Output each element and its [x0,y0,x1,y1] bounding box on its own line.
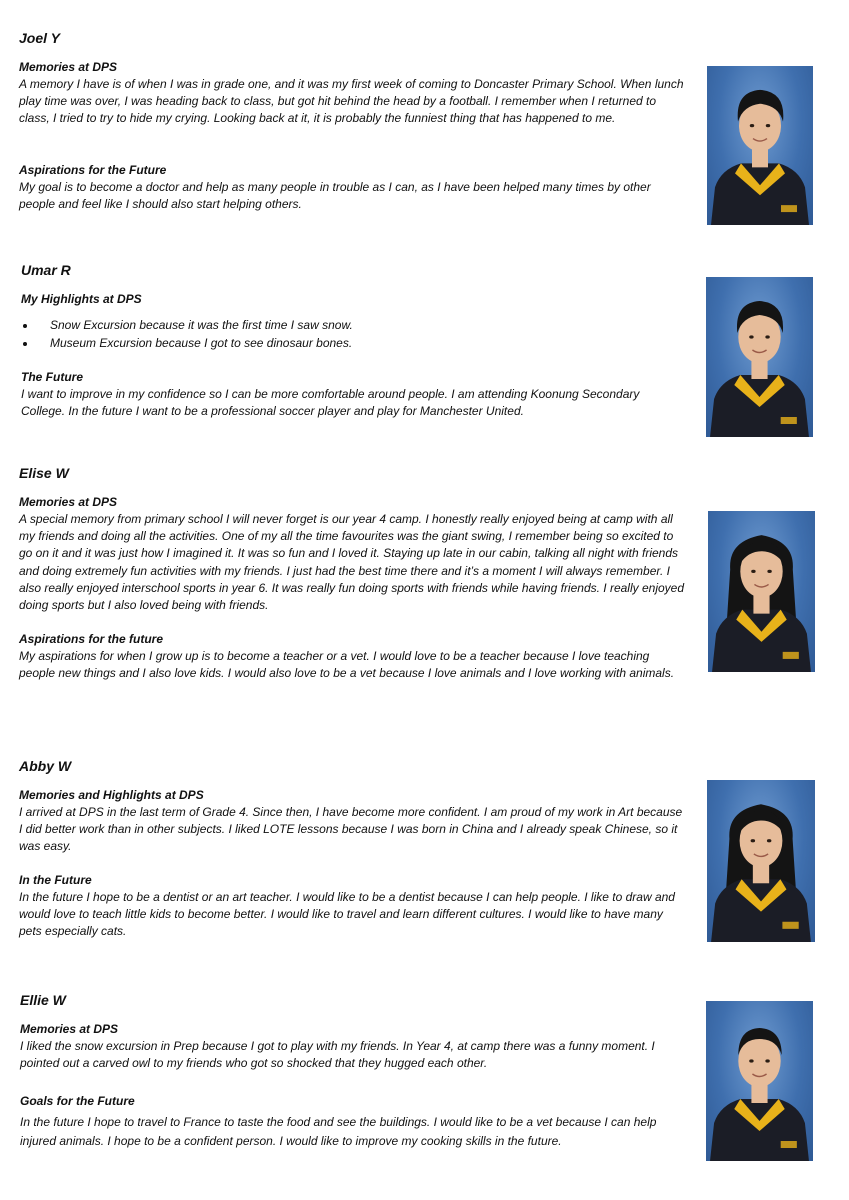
student-name: Elise W [19,465,69,481]
section-text: In the future I hope to be a dentist or an art teacher. I would like to be a dentist because I can help people. I like to draw and would love to teach little kids to become better. I would like to travel and learn different cultures. I would like to have many pets especially cats. [19,890,675,939]
student-photo [706,277,813,437]
section-text: A special memory from primary school I will never forget is our year 4 camp. I honestly really enjoyed being at camp with all my friends and doing all the activities. One of my all the time favourites was the giant swing, I remember being so excited to go on it and it was just how I imagined it. It was so fun and I loved it. Staying up late in our cabin, talking all night with friends and doing extremely fun activities with my friends. I just had the best time there and it’s a moment I will always remember. I also really enjoyed interschool sports in year 6. It was really fun doing sports with friends while having friends. I really enjoyed doing sports but I also loved being with friends. [19,512,685,613]
section-heading: My Highlights at DPS [21,292,142,306]
list-item: Snow Excursion because it was the first time I saw snow. [21,317,353,335]
student-photo [708,511,815,672]
portrait-figure [706,1001,813,1161]
section-text: I liked the snow excursion in Prep because I got to play with my friends. In Year 4, at camp there was a funny moment. I pointed out a carved owl to my friends who got so shocked that they hugged each other. [20,1039,655,1071]
section-heading: In the Future [19,873,92,887]
section-text: I want to improve in my confidence so I can be more comfortable around people. I am attending Koonung Secondary College. In the future I want to be a professional soccer player and play for Manchester United. [21,387,640,419]
portrait-figure [707,780,815,942]
student-photo [706,1001,813,1161]
portrait-figure [708,511,815,672]
section-heading: Memories at DPS [19,60,118,74]
student-photo [707,780,815,942]
section-heading: Memories at DPS [19,495,118,509]
section-heading: The Future [21,370,83,384]
highlights-list [21,317,353,352]
section-text: A memory I have is of when I was in grade one, and it was my first week of coming to Doncaster Primary School. When lunch play time was over, I was heading back to class, but got hit behind the head by a football. I remember when I returned to class, I tried to try to hide my crying. Looking back at it, it is probably the funniest thing that has happened to me. [19,77,684,126]
student-photo [707,66,813,225]
section-heading: Aspirations for the Future [19,163,167,177]
section-heading: Goals for the Future [20,1094,135,1108]
student-name: Abby W [19,758,72,774]
section-heading: Memories at DPS [20,1022,119,1036]
section-heading: Memories and Highlights at DPS [19,788,204,802]
student-name: Ellie W [20,992,66,1008]
portrait-figure [707,66,813,225]
section-heading: Aspirations for the future [19,632,164,646]
section-text: My goal is to become a doctor and help as many people in trouble as I can, as I have been helped many times by other people and feel like I should also start helping others. [19,180,651,212]
student-name: Joel Y [19,30,60,46]
student-name: Umar R [21,262,71,278]
section-text: I arrived at DPS in the last term of Grade 4. Since then, I have become more confident. I am proud of my work in Art because I did better work than in other subjects. I liked LOTE lessons because I was born in China and I already speak Chinese, so it was easy. [19,805,683,854]
portrait-figure [706,277,813,437]
list-item: Museum Excursion because I got to see dinosaur bones. [21,335,353,353]
section-text: My aspirations for when I grow up is to become a teacher or a vet. I would love to be a teacher because I love teaching people new things and I also love kids. I would also love to be a vet because I love animals and I love working with animals. [19,649,675,681]
section-text: In the future I hope to travel to France to taste the food and see the buildings. I would like to be a vet because I can help injured animals. I hope to be a confident person. I would like to improve my cooking skills in the future. [20,1115,657,1148]
